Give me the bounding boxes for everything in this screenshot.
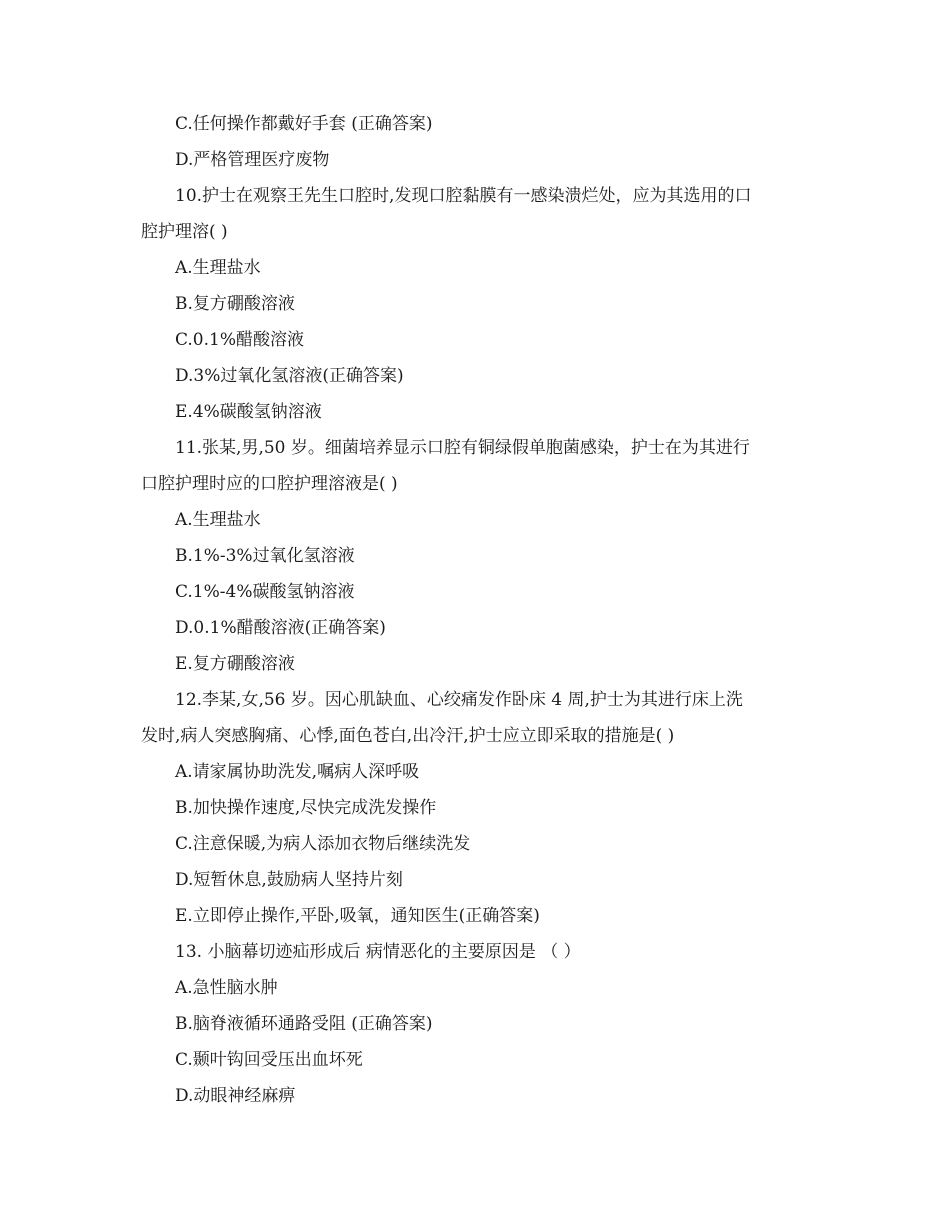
option-line: A.生理盐水: [175, 258, 261, 278]
option-line: A.请家属协助洗发,嘱病人深呼吸: [175, 762, 420, 782]
option-line: D.短暂休息,鼓励病人坚持片刻: [175, 870, 403, 890]
option-line: C.1%-4%碳酸氢钠溶液: [175, 582, 355, 602]
option-line-correct: B.脑脊液循环通路受阻 (正确答案): [175, 1014, 433, 1034]
option-line: B.复方硼酸溶液: [175, 294, 295, 314]
document-body: [141, 106, 821, 1114]
option-line: A.生理盐水: [175, 510, 261, 530]
question-13-line-1: 13. 小脑幕切迹疝形成后 病情恶化的主要原因是 （ ）: [175, 942, 581, 962]
option-line: C.颞叶钩回受压出血坏死: [175, 1050, 363, 1070]
option-line: A.急性脑水肿: [175, 978, 278, 998]
question-10-line-2: 腔护理溶( ): [141, 222, 228, 242]
option-line: D.动眼神经麻痹: [175, 1086, 296, 1106]
option-line: E.复方硼酸溶液: [175, 654, 295, 674]
question-12-line-1: 12.李某,女,56 岁。因心肌缺血、心绞痛发作卧床 4 周,护士为其进行床上洗: [175, 690, 743, 710]
option-line: B.1%-3%过氧化氢溶液: [175, 546, 355, 566]
question-10-line-1: 10.护士在观察王先生口腔时,发现口腔黏膜有一感染溃烂处，应为其选用的口: [175, 186, 752, 206]
option-line-correct: E.立即停止操作,平卧,吸氧，通知医生(正确答案): [175, 906, 540, 926]
question-11-line-1: 11.张某,男,50 岁。细菌培养显示口腔有铜绿假单胞菌感染，护士在为其进行: [175, 438, 750, 458]
option-line-correct: D.0.1%醋酸溶液(正确答案): [175, 618, 386, 638]
option-line: E.4%碳酸氢钠溶液: [175, 402, 322, 422]
option-line: C.注意保暖,为病人添加衣物后继续洗发: [175, 834, 471, 854]
option-line: D.严格管理医疗废物: [175, 150, 330, 170]
question-12-line-2: 发时,病人突感胸痛、心悸,面色苍白,出冷汗,护士应立即采取的措施是( ): [141, 726, 675, 746]
option-line: B.加快操作速度,尽快完成洗发操作: [175, 798, 437, 818]
option-line: C.0.1%醋酸溶液: [175, 330, 304, 350]
option-line: C.任何操作都戴好手套 (正确答案): [175, 114, 433, 134]
option-line-correct: D.3%过氧化氢溶液(正确答案): [175, 366, 404, 386]
question-11-line-2: 口腔护理时应的口腔护理溶液是( ): [141, 474, 398, 494]
